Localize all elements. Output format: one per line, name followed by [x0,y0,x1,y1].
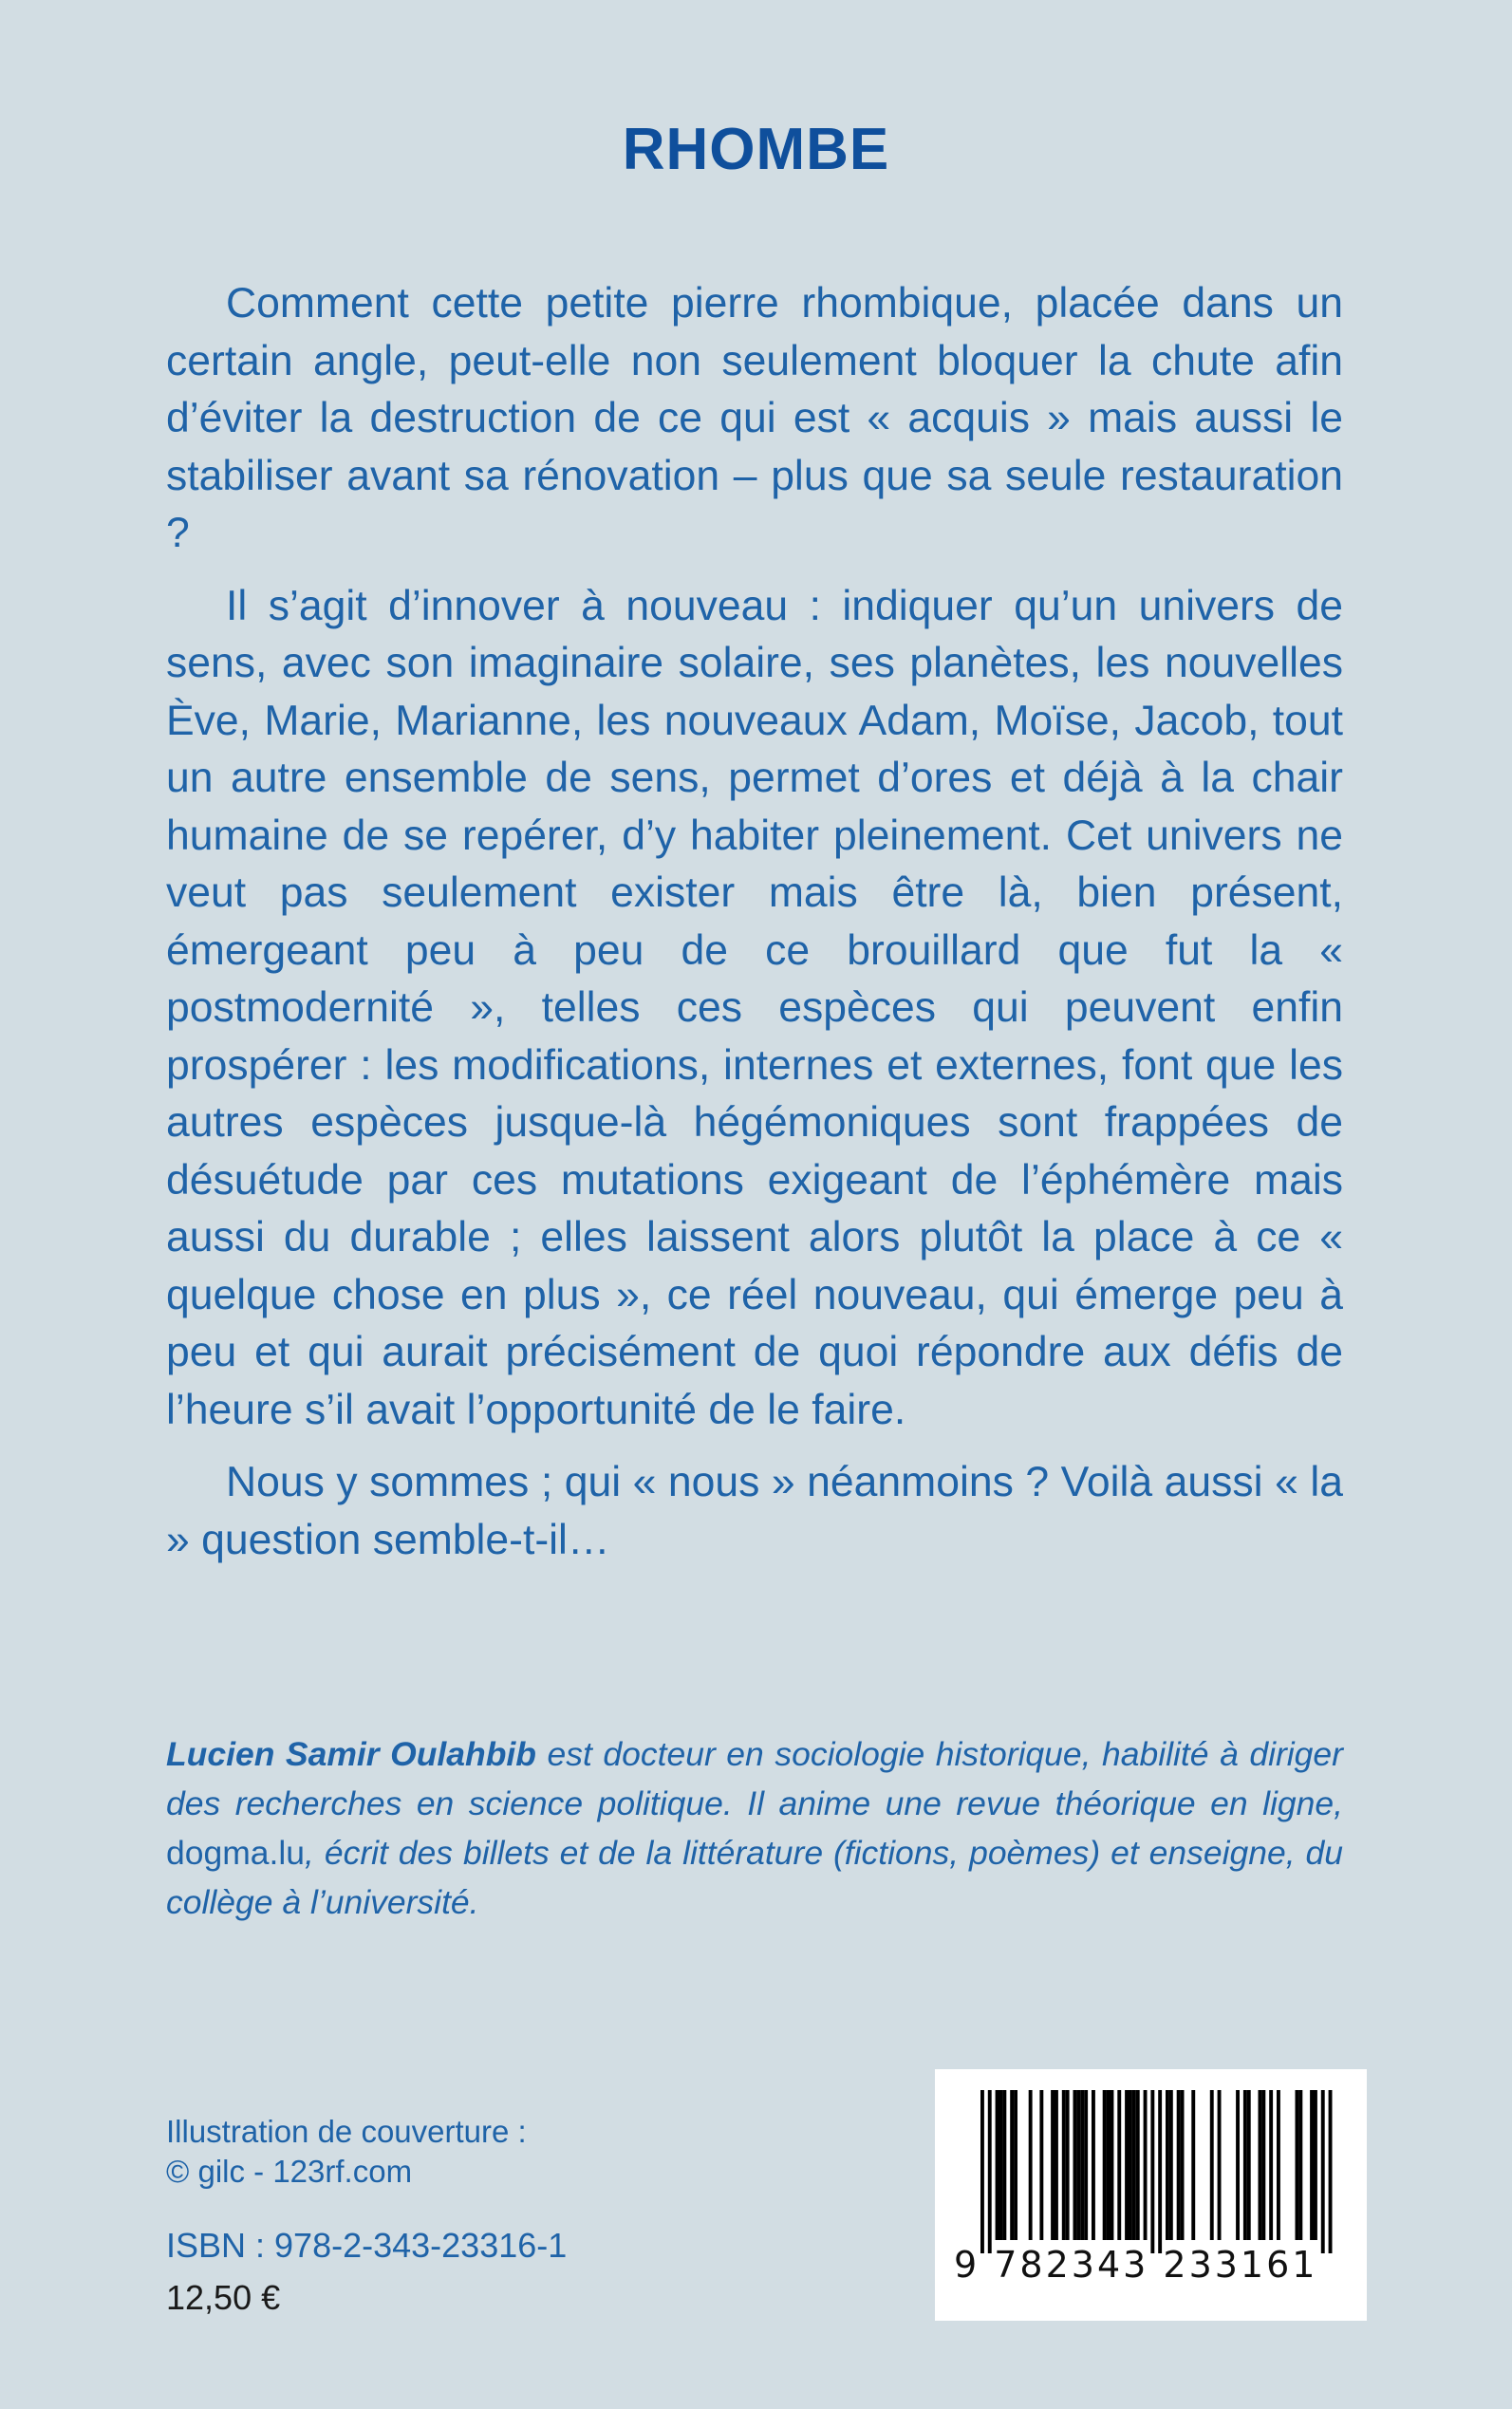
barcode-bar [1129,2090,1132,2240]
barcode-bar [1158,2090,1162,2253]
author-bio [166,1729,1343,1927]
barcode-bar [1092,2090,1095,2240]
barcode-bar [1329,2090,1333,2253]
barcode-bar [999,2090,1003,2240]
isbn-number: ISBN : 978-2-343-23316-1 [166,2226,568,2265]
barcode-bar [1117,2090,1121,2240]
barcode-digits: 9 782343 233161 [954,2244,1318,2286]
barcode-bar [1125,2090,1129,2240]
barcode-bar [1150,2090,1154,2253]
barcode-bar [1029,2090,1033,2240]
barcode-bar [1177,2090,1181,2240]
barcode-bar [1269,2090,1273,2240]
barcode-bar [1191,2090,1195,2240]
barcode-bar [1169,2090,1173,2240]
barcode-bar [1111,2090,1114,2240]
bio-text: est docteur en sociologie historique, habilité à diriger des recherches en science politique. Il anime une revue théorique en ligne, [166,1735,1343,1822]
barcode-bar [1259,2090,1262,2240]
barcode-bar [1080,2090,1084,2240]
barcode-bar [1166,2090,1169,2240]
barcode-bar [1296,2090,1299,2240]
barcode-bar [1103,2090,1107,2240]
credits-label: Illustration de couverture : [166,2114,527,2149]
barcode-bar [1073,2090,1077,2240]
barcode-bar [980,2090,984,2253]
barcode-bar [1055,2090,1058,2240]
barcode-bar [1261,2090,1265,2240]
blurb-paragraph: Nous y sommes ; qui « nous » néanmoins ? Voilà aussi « la » question semble-t-il… [166,1459,1343,1563]
price: 12,50 € [166,2278,281,2317]
barcode-bar [1314,2090,1317,2240]
barcode-bar [1076,2090,1080,2240]
barcode-bar [1247,2090,1251,2240]
barcode-bar [1310,2090,1314,2240]
barcode-bar [988,2090,992,2253]
barcode-bar [1010,2090,1014,2240]
barcode-bar [1210,2090,1214,2240]
barcode-bar [1062,2090,1066,2240]
barcode-bar [1181,2090,1185,2240]
author-name: Lucien Samir Oulahbib [166,1735,536,1773]
barcode-bar [1132,2090,1136,2240]
barcode-bar [1066,2090,1070,2240]
credits-source: © gilc - 123rf.com [166,2154,413,2189]
barcode-bar [1002,2090,1006,2240]
barcode-bar [1277,2090,1280,2240]
barcode-bar [996,2090,999,2240]
barcode-bar [1084,2090,1088,2240]
bio-text: , écrit des billets et de la littérature (fictions, poèmes) et enseigne, du collège à l’université. [166,1834,1343,1921]
barcode-bar [1014,2090,1017,2240]
illustration-credits [166,2112,527,2192]
barcode-bar [1321,2090,1325,2253]
blurb-paragraph: Comment cette petite pierre rhombique, placée dans un certain angle, peut-elle non seulement bloquer la chute afin d’éviter la destruction de ce qui est « acquis » mais aussi le stabiliser avant sa rénovation – plus que sa seule restauration ? [166,280,1343,556]
barcode-bar [1107,2090,1111,2240]
barcode-bar [1243,2090,1247,2240]
barcode-bar [1136,2090,1140,2240]
barcode-bar [1298,2090,1302,2240]
barcode-bar [1236,2090,1240,2240]
barcode-bar [1144,2090,1148,2240]
blurb-paragraph: Il s’agit d’innover à nouveau : indiquer qu’un univers de sens, avec son imaginaire solaire, ses planètes, les nouvelles Ève, Marie, Marianne, les nouveaux Adam, Moïse, Jacob, tout un autre ensemble de sens, permet d’ores et déjà à la chair humaine de se repérer, d’y habiter pleinement. Cet univers ne veut pas seulement exister mais être là, bien présent, émergeant peu à peu de ce brouillard que fut la « postmodernité », telles ces espèces qui peuvent enfin prospérer : les modifications, internes et externes, font que les autres espèces jusque-là hégémoniques sont frappées de désuétude par ces mutations exigeant de l’éphémère mais aussi du durable ; elles laissent alors plutôt la place à ce « quelque chose en plus », ce réel nouveau, qui émerge peu à peu et qui aurait précisément de quoi répondre aux défis de l’heure s’il avait l’opportunité de le faire. [166,582,1343,1433]
barcode [935,2069,1367,2321]
book-title: RHOMBE [622,117,890,182]
barcode-bar [1039,2090,1043,2240]
website-link[interactable]: dogma.lu [166,1834,306,1872]
barcode-bar [1218,2090,1222,2240]
back-cover-blurb [166,275,1343,1584]
barcode-bar [1051,2090,1055,2240]
